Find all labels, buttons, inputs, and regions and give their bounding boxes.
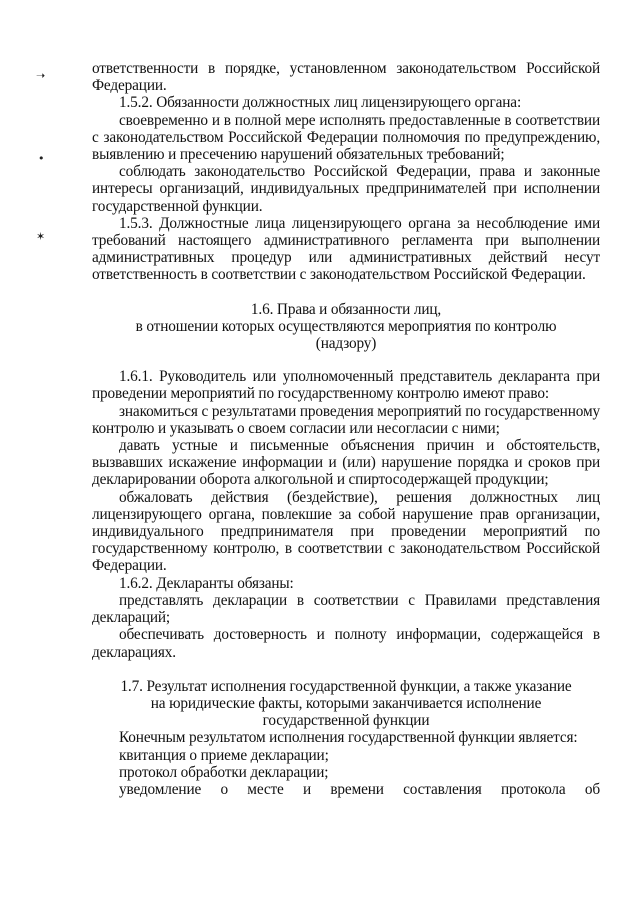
paragraph-1-6-2: 1.6.2. Декларанты обязаны: xyxy=(119,574,294,592)
paragraph-obligation-1: представлять декларации в соответствии с Правилами представления деклараций; xyxy=(92,591,600,627)
margin-star-mark: ✶ xyxy=(36,230,46,243)
paragraph-right-3: обжаловать действия (бездействие), решения должностных лиц лицензирующего органа, повлекшие за собой нарушение прав организации, индивидуального предпринимателя при проведении мероприятий по государственному контролю, в соответствии с законодательством Российской Федерации. xyxy=(92,488,600,575)
paragraph-result-3: уведомление о месте и времени составления протокола об xyxy=(119,780,600,798)
paragraph-1-6-1: 1.6.1. Руководитель или уполномоченный представитель декларанта при проведении мероприятий по государственному контролю имеют право: xyxy=(92,368,600,403)
paragraph-result-2: протокол обработки декларации; xyxy=(119,763,329,781)
section-heading-1-7-line2: на юридические факты, которыми заканчивается исполнение xyxy=(150,694,542,712)
paragraph-right-2: давать устные и письменные объяснения причин и обстоятельств, вызвавших искажение информации и (или) нарушение порядка и сроков при декларировании оборота алкогольной и спиртосодержащей продукции; xyxy=(92,437,600,489)
paragraph-1-5-2: 1.5.2. Обязанности должностных лиц лицензирующего органа: xyxy=(119,94,522,112)
document-page xyxy=(92,60,600,798)
section-heading-1-7-line3: государственной функции xyxy=(262,712,430,730)
section-heading-1-6-line3: (надзору) xyxy=(315,335,377,353)
margin-dot-mark: • xyxy=(38,152,45,165)
paragraph-1-5-3: 1.5.3. Должностные лица лицензирующего органа за несоблюдение ими требований настоящего административного регламента при выполнении административных процедур или административных действий несут ответственность в соответствии с законодательством Российской Федерации. xyxy=(92,214,600,284)
section-heading-1-6-line2: в отношении которых осуществляются мероприятия по контролю xyxy=(135,317,557,335)
paragraph-result-intro: Конечным результатом исполнения государственной функции является: xyxy=(119,729,578,747)
margin-arrow-mark: ➝ xyxy=(36,69,46,82)
paragraph-obligation-2: обеспечивать достоверность и полноту информации, содержащейся в декларациях. xyxy=(92,626,600,661)
paragraph-continuation: ответственности в порядке, установленном законодательством Российской Федерации. xyxy=(92,60,600,95)
paragraph-duty-2: соблюдать законодательство Российской Федерации, права и законные интересы организаций, индивидуальных предпринимателей при исполнении государственной функции. xyxy=(92,163,600,215)
paragraph-duty-1: своевременно и в полной мере исполнять предоставленные в соответствии с законодательством Российской Федерации полномочия по предупреждению, выявлению и пресечению нарушений обязательных требований; xyxy=(92,111,600,164)
paragraph-right-1: знакомиться с результатами проведения мероприятий по государственному контролю и указывать о своем согласии или несогласии с ними; xyxy=(92,402,600,437)
paragraph-result-1: квитанция о приеме декларации; xyxy=(119,746,329,764)
section-heading-1-7-line1: 1.7. Результат исполнения государственной функции, а также указание xyxy=(120,677,572,695)
section-heading-1-6-line1: 1.6. Права и обязанности лиц, xyxy=(250,300,442,318)
